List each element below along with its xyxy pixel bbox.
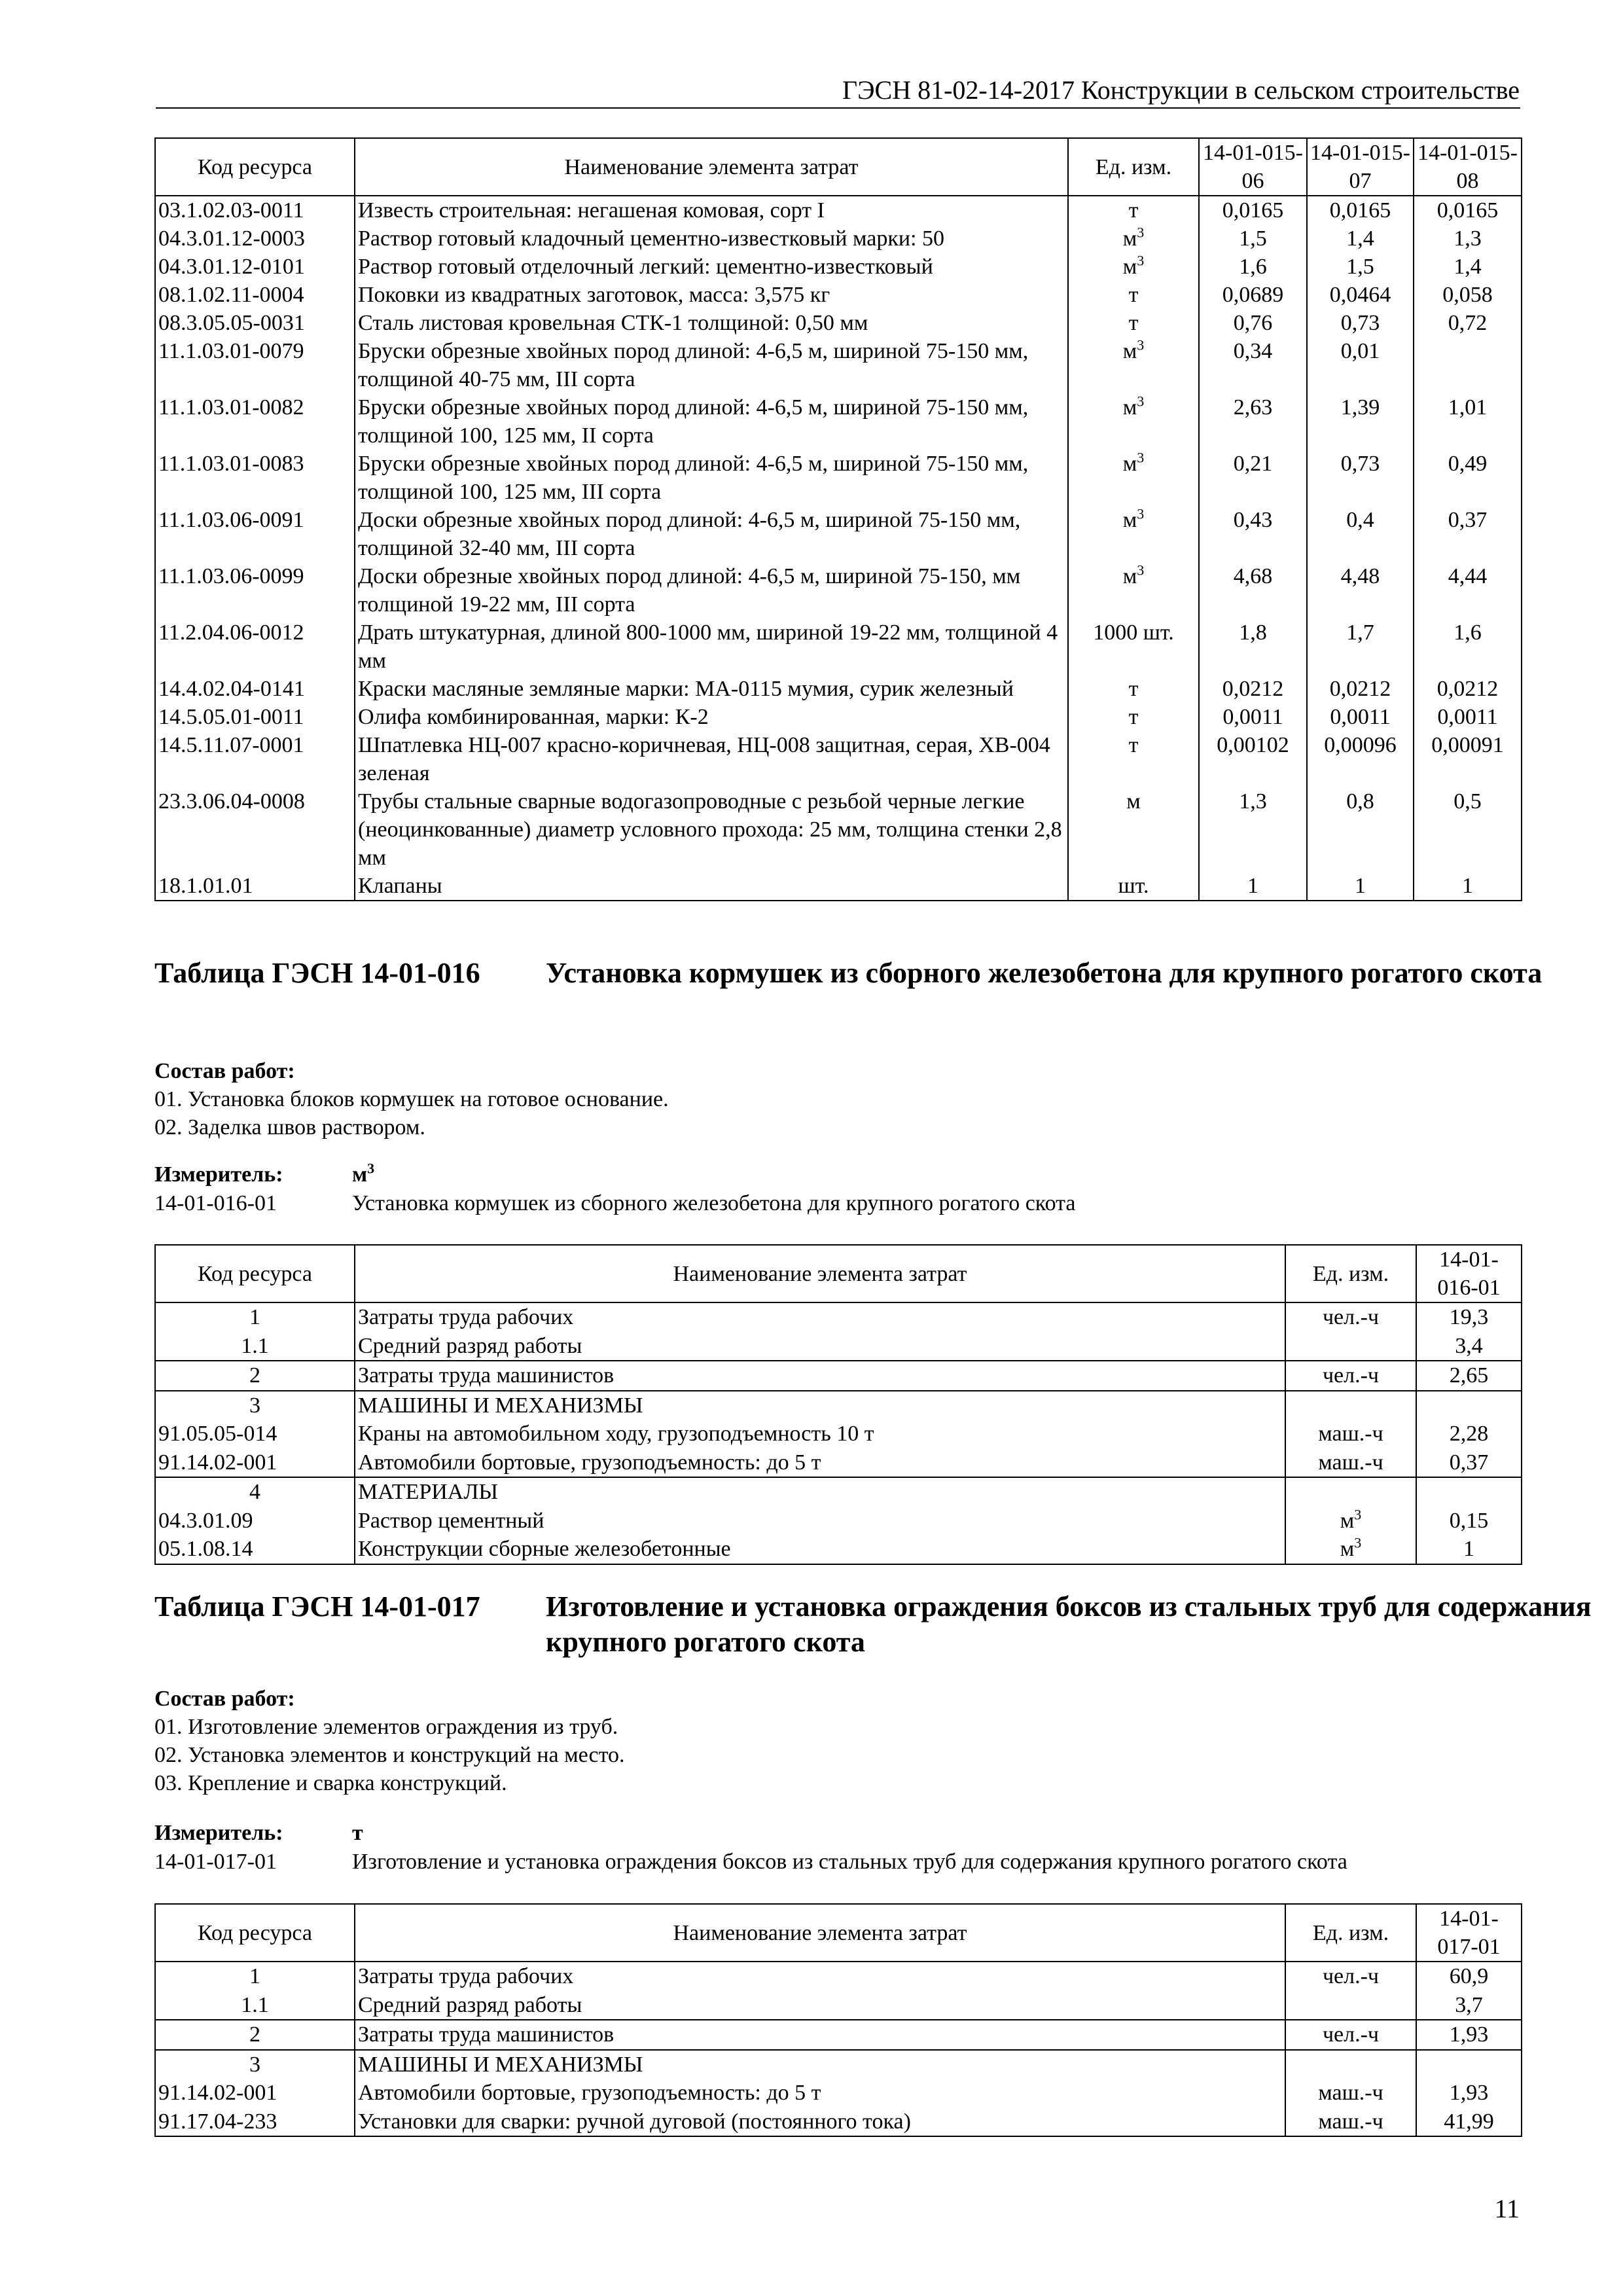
table-row xyxy=(155,787,1522,872)
cell-unit: $м^3$ xyxy=(1068,393,1199,450)
table-row xyxy=(155,1991,1522,2020)
resource-table-017 xyxy=(154,1903,1522,2137)
cell-value: 1,6 xyxy=(1199,253,1307,281)
cell-name: Шпатлевка НЦ-007 красно-коричневая, НЦ-008 защитная, серая, ХВ-004 зеленая xyxy=(355,731,1068,787)
cell-value: 1,5 xyxy=(1307,253,1414,281)
cell-unit: маш.-ч xyxy=(1285,2079,1416,2108)
page-number: 11 xyxy=(1494,2194,1520,2223)
table-body xyxy=(155,1302,1522,1564)
cell-value xyxy=(1416,2050,1522,2079)
cell-value: 41,99 xyxy=(1416,2108,1522,2137)
cell-code: 91.14.02-001 xyxy=(155,1448,355,1478)
cell-name: Автомобили бортовые, грузоподъемность: до 5 т xyxy=(355,2079,1285,2108)
cell-value: 0,0689 xyxy=(1199,281,1307,309)
item-name: Установка кормушек из сборного железобетона для крупного рогатого скота xyxy=(352,1191,1076,1215)
cell-value: 2,65 xyxy=(1416,1361,1522,1391)
col-header-name: Наименование элемента затрат xyxy=(355,1904,1285,1962)
table-title: Установка кормушек из сборного железобетона для крупного рогатого скота xyxy=(546,957,1543,989)
cell-code: 1.1 xyxy=(155,1332,355,1361)
col-header-015-07: 14-01-015-07 xyxy=(1307,138,1414,196)
cell-value: 0,73 xyxy=(1307,450,1414,506)
table-row xyxy=(155,703,1522,731)
cell-unit xyxy=(1285,1391,1416,1420)
cell-name: Затраты труда машинистов xyxy=(355,1361,1285,1391)
table-row xyxy=(155,1332,1522,1361)
cell-value: 1,93 xyxy=(1416,2079,1522,2108)
cell-unit: т xyxy=(1068,703,1199,731)
cell-name: Раствор готовый отделочный легкий: цементно-известковый xyxy=(355,253,1068,281)
cell-unit: м xyxy=(1068,787,1199,872)
table-row xyxy=(155,281,1522,309)
cell-value: 3,7 xyxy=(1416,1991,1522,2020)
table-row xyxy=(155,562,1522,619)
cell-code: 1.1 xyxy=(155,1991,355,2020)
cell-name: МАТЕРИАЛЫ xyxy=(355,1477,1285,1507)
col-header-016-01: 14-01-016-01 xyxy=(1416,1245,1522,1302)
table-row xyxy=(155,2050,1522,2079)
cell-name: Доски обрезные хвойных пород длиной: 4-6,5 м, шириной 75-150 мм, толщиной 32-40 мм, III сорта xyxy=(355,506,1068,562)
table-row xyxy=(155,1361,1522,1391)
col-header-017-01: 14-01-017-01 xyxy=(1416,1904,1522,1962)
cell-name: Трубы стальные сварные водогазопроводные с резьбой черные легкие (неоцинкованные) диаметр условного прохода: 25 мм, толщина стенки 2,8 мм xyxy=(355,787,1068,872)
cell-value: 0,49 xyxy=(1414,450,1522,506)
cell-value: 0,15 xyxy=(1416,1507,1522,1535)
cell-code: 1 xyxy=(155,1302,355,1332)
cell-value: 2,63 xyxy=(1199,393,1307,450)
cell-name: Клапаны xyxy=(355,872,1068,901)
table-header-row xyxy=(155,1904,1522,1962)
cell-value: 0,0165 xyxy=(1414,196,1522,224)
table-row xyxy=(155,1302,1522,1332)
cell-value: 0,8 xyxy=(1307,787,1414,872)
cell-value: 1,01 xyxy=(1414,393,1522,450)
cell-code: 4 xyxy=(155,1477,355,1507)
cell-name: Бруски обрезные хвойных пород длиной: 4-6,5 м, шириной 75-150 мм, толщиной 100, 125 мм, II сорта xyxy=(355,393,1068,450)
work-item: 01. Изготовление элементов ограждения из труб. xyxy=(154,1715,618,1739)
cell-name: Краски масляные земляные марки: МА-0115 мумия, сурик железный xyxy=(355,675,1068,703)
col-header-name: Наименование элемента затрат xyxy=(355,1245,1285,1302)
cell-unit: $м^3$ xyxy=(1068,224,1199,253)
cell-value: 0,37 xyxy=(1416,1448,1522,1478)
cell-value: 1 xyxy=(1414,872,1522,901)
table-row xyxy=(155,619,1522,675)
cell-value: 0,5 xyxy=(1414,787,1522,872)
cell-value: 1,93 xyxy=(1416,2020,1522,2050)
table-row xyxy=(155,675,1522,703)
cell-name: Драть штукатурная, длиной 800-1000 мм, шириной 19-22 мм, толщиной 4 мм xyxy=(355,619,1068,675)
col-header-name: Наименование элемента затрат xyxy=(355,138,1068,196)
table-row xyxy=(155,309,1522,337)
cell-value: 4,68 xyxy=(1199,562,1307,619)
cell-name: Краны на автомобильном ходу, грузоподъемность 10 т xyxy=(355,1420,1285,1448)
cell-name: МАШИНЫ И МЕХАНИЗМЫ xyxy=(355,2050,1285,2079)
cell-code: 23.3.06.04-0008 xyxy=(155,787,355,872)
cell-unit: маш.-ч xyxy=(1285,1420,1416,1448)
cell-code: 14.5.05.01-0011 xyxy=(155,703,355,731)
table-row xyxy=(155,1420,1522,1448)
cell-name: Раствор готовый кладочный цементно-известковый марки: 50 xyxy=(355,224,1068,253)
cell-value xyxy=(1414,337,1522,393)
cell-value: 0,0212 xyxy=(1307,675,1414,703)
cell-code: 11.1.03.06-0099 xyxy=(155,562,355,619)
col-header-code: Код ресурса xyxy=(155,138,355,196)
cell-value: 1 xyxy=(1199,872,1307,901)
works-016 xyxy=(154,1057,669,1141)
work-item: 02. Заделка швов раствором. xyxy=(154,1115,425,1139)
table-number: Таблица ГЭСН 14-01-016 xyxy=(154,957,480,989)
cell-unit: чел.-ч xyxy=(1285,1302,1416,1332)
cell-value: 0,21 xyxy=(1199,450,1307,506)
cell-value: 1,7 xyxy=(1307,619,1414,675)
cell-value: 1,3 xyxy=(1414,224,1522,253)
cell-value: 2,28 xyxy=(1416,1420,1522,1448)
cell-unit: $м^3$ xyxy=(1068,562,1199,619)
cell-code: 04.3.01.12-0003 xyxy=(155,224,355,253)
cell-value: 0,00091 xyxy=(1414,731,1522,787)
cell-name: Средний разряд работы xyxy=(355,1332,1285,1361)
cell-code: 04.3.01.09 xyxy=(155,1507,355,1535)
cell-value: 0,0165 xyxy=(1307,196,1414,224)
table-row xyxy=(155,506,1522,562)
col-header-unit: Ед. изм. xyxy=(1068,138,1199,196)
table-row xyxy=(155,1477,1522,1507)
cell-code: 91.17.04-233 xyxy=(155,2108,355,2137)
cell-code: 03.1.02.03-0011 xyxy=(155,196,355,224)
cell-code: 14.4.02.04-0141 xyxy=(155,675,355,703)
cell-unit: $м^3$ xyxy=(1068,337,1199,393)
cell-code: 91.14.02-001 xyxy=(155,2079,355,2108)
cell-value: 1 xyxy=(1307,872,1414,901)
col-header-unit: Ед. изм. xyxy=(1285,1245,1416,1302)
cell-value: 0,0011 xyxy=(1307,703,1414,731)
cell-value: 0,0464 xyxy=(1307,281,1414,309)
cell-code: 11.1.03.01-0082 xyxy=(155,393,355,450)
cell-value: 0,0212 xyxy=(1414,675,1522,703)
cell-unit: чел.-ч xyxy=(1285,2020,1416,2050)
cell-value: 0,0011 xyxy=(1199,703,1307,731)
table-row xyxy=(155,1535,1522,1564)
cell-name: Конструкции сборные железобетонные xyxy=(355,1535,1285,1564)
works-017 xyxy=(154,1685,625,1797)
cell-value: 0,00102 xyxy=(1199,731,1307,787)
table-row xyxy=(155,337,1522,393)
col-header-unit: Ед. изм. xyxy=(1285,1904,1416,1962)
meter-unit: $м^3$ xyxy=(352,1160,375,1187)
cell-name: Затраты труда рабочих xyxy=(355,1962,1285,1991)
cell-unit: чел.-ч xyxy=(1285,1361,1416,1391)
cell-code: 11.1.03.06-0091 xyxy=(155,506,355,562)
cell-value: 0,73 xyxy=(1307,309,1414,337)
cell-unit: маш.-ч xyxy=(1285,2108,1416,2137)
cell-value xyxy=(1416,1477,1522,1507)
cell-unit: т xyxy=(1068,731,1199,787)
item-code: 14-01-017-01 xyxy=(154,1850,277,1874)
cell-unit: $м^3$ xyxy=(1068,506,1199,562)
cell-value: 0,72 xyxy=(1414,309,1522,337)
table-row xyxy=(155,731,1522,787)
table-body xyxy=(155,196,1522,901)
col-header-015-06: 14-01-015-06 xyxy=(1199,138,1307,196)
cell-unit: $м^3$ xyxy=(1285,1507,1416,1535)
cell-unit: $м^3$ xyxy=(1068,450,1199,506)
cell-name: Установки для сварки: ручной дуговой (постоянного тока) xyxy=(355,2108,1285,2137)
cell-value: 0,0165 xyxy=(1199,196,1307,224)
cell-value: 0,058 xyxy=(1414,281,1522,309)
cell-code: 1 xyxy=(155,1962,355,1991)
cell-code: 3 xyxy=(155,1391,355,1420)
table-row xyxy=(155,1448,1522,1478)
cell-value: 3,4 xyxy=(1416,1332,1522,1361)
cell-value: 1,8 xyxy=(1199,619,1307,675)
cell-value: 0,34 xyxy=(1199,337,1307,393)
cell-unit xyxy=(1285,1332,1416,1361)
cell-code: 05.1.08.14 xyxy=(155,1535,355,1564)
col-header-015-08: 14-01-015-08 xyxy=(1414,138,1522,196)
cell-name: Поковки из квадратных заготовок, масса: 3,575 кг xyxy=(355,281,1068,309)
cell-name: Затраты труда машинистов xyxy=(355,2020,1285,2050)
cell-value: 1,3 xyxy=(1199,787,1307,872)
cell-unit: шт. xyxy=(1068,872,1199,901)
works-label: Состав работ: xyxy=(154,1687,295,1711)
meter-label: Измеритель: xyxy=(154,1162,283,1187)
cell-value: 19,3 xyxy=(1416,1302,1522,1332)
meter-label: Измеритель: xyxy=(154,1821,283,1845)
cell-value: 4,48 xyxy=(1307,562,1414,619)
table-number: Таблица ГЭСН 14-01-017 xyxy=(154,1590,480,1623)
table-header-row xyxy=(155,1245,1522,1302)
cell-name: Сталь листовая кровельная СТК-1 толщиной: 0,50 мм xyxy=(355,309,1068,337)
cell-unit: $м^3$ xyxy=(1068,253,1199,281)
cell-value: 1 xyxy=(1416,1535,1522,1564)
table-row xyxy=(155,393,1522,450)
cell-value: 1,4 xyxy=(1414,253,1522,281)
cell-code: 14.5.11.07-0001 xyxy=(155,731,355,787)
cell-unit: т xyxy=(1068,675,1199,703)
table-row xyxy=(155,1391,1522,1420)
cell-code: 3 xyxy=(155,2050,355,2079)
table-row xyxy=(155,253,1522,281)
cell-value: 0,0212 xyxy=(1199,675,1307,703)
cell-value: 4,44 xyxy=(1414,562,1522,619)
cell-code: 11.2.04.06-0012 xyxy=(155,619,355,675)
table-row xyxy=(155,1962,1522,1991)
work-item: 02. Установка элементов и конструкций на место. xyxy=(154,1743,625,1767)
work-item: 03. Крепление и сварка конструкций. xyxy=(154,1771,507,1795)
cell-value: 1,39 xyxy=(1307,393,1414,450)
works-label: Состав работ: xyxy=(154,1059,295,1083)
table-row xyxy=(155,872,1522,901)
col-header-code: Код ресурса xyxy=(155,1904,355,1962)
cell-value: 0,00096 xyxy=(1307,731,1414,787)
cell-code: 18.1.01.01 xyxy=(155,872,355,901)
cell-unit xyxy=(1285,2050,1416,2079)
resource-table-015 xyxy=(154,137,1522,901)
cell-value: 1,4 xyxy=(1307,224,1414,253)
cell-value: 0,4 xyxy=(1307,506,1414,562)
table-row xyxy=(155,2108,1522,2137)
cell-value: 1,6 xyxy=(1414,619,1522,675)
cell-value: 1,5 xyxy=(1199,224,1307,253)
cell-value: 0,76 xyxy=(1199,309,1307,337)
cell-value xyxy=(1416,1391,1522,1420)
table-row xyxy=(155,2020,1522,2050)
running-header: ГЭСН 81-02-14-2017 Конструкции в сельском строительстве xyxy=(842,75,1520,105)
cell-name: Доски обрезные хвойных пород длиной: 4-6,5 м, шириной 75-150, мм толщиной 19-22 мм, III сорта xyxy=(355,562,1068,619)
cell-code: 04.3.01.12-0101 xyxy=(155,253,355,281)
table-row xyxy=(155,1507,1522,1535)
header-rule xyxy=(156,107,1520,109)
cell-name: МАШИНЫ И МЕХАНИЗМЫ xyxy=(355,1391,1285,1420)
cell-name: Затраты труда рабочих xyxy=(355,1302,1285,1332)
cell-name: Известь строительная: негашеная комовая, сорт I xyxy=(355,196,1068,224)
table-row xyxy=(155,2079,1522,2108)
cell-name: Олифа комбинированная, марки: К-2 xyxy=(355,703,1068,731)
cell-name: Бруски обрезные хвойных пород длиной: 4-6,5 м, шириной 75-150 мм, толщиной 40-75 мм, III сорта xyxy=(355,337,1068,393)
cell-unit xyxy=(1285,1991,1416,2020)
cell-name: Автомобили бортовые, грузоподъемность: до 5 т xyxy=(355,1448,1285,1478)
cell-value: 0,0011 xyxy=(1414,703,1522,731)
cell-unit xyxy=(1285,1477,1416,1507)
table-row xyxy=(155,450,1522,506)
cell-value: 0,01 xyxy=(1307,337,1414,393)
table-row xyxy=(155,196,1522,224)
meter-unit: т xyxy=(352,1821,363,1845)
cell-code: 11.1.03.01-0079 xyxy=(155,337,355,393)
table-title: Изготовление и установка ограждения боксов из стальных труб для содержания крупного рогатого скота xyxy=(546,1590,1592,1658)
table-header-row xyxy=(155,138,1522,196)
cell-unit: чел.-ч xyxy=(1285,1962,1416,1991)
cell-name: Средний разряд работы xyxy=(355,1991,1285,2020)
cell-code: 08.3.05.05-0031 xyxy=(155,309,355,337)
cell-code: 2 xyxy=(155,1361,355,1391)
col-header-code: Код ресурса xyxy=(155,1245,355,1302)
table-body xyxy=(155,1962,1522,2136)
cell-code: 91.05.05-014 xyxy=(155,1420,355,1448)
cell-unit: т xyxy=(1068,309,1199,337)
cell-unit: т xyxy=(1068,281,1199,309)
cell-value: 0,37 xyxy=(1414,506,1522,562)
table-row xyxy=(155,224,1522,253)
cell-name: Бруски обрезные хвойных пород длиной: 4-6,5 м, шириной 75-150 мм, толщиной 100, 125 мм, III сорта xyxy=(355,450,1068,506)
cell-value: 0,43 xyxy=(1199,506,1307,562)
cell-unit: т xyxy=(1068,196,1199,224)
cell-unit: $м^3$ xyxy=(1285,1535,1416,1564)
cell-code: 08.1.02.11-0004 xyxy=(155,281,355,309)
item-name: Изготовление и установка ограждения боксов из стальных труб для содержания крупного рогатого скота xyxy=(352,1850,1347,1874)
cell-value: 60,9 xyxy=(1416,1962,1522,1991)
cell-name: Раствор цементный xyxy=(355,1507,1285,1535)
resource-table-016 xyxy=(154,1244,1522,1565)
cell-code: 2 xyxy=(155,2020,355,2050)
work-item: 01. Установка блоков кормушек на готовое основание. xyxy=(154,1087,669,1111)
item-code: 14-01-016-01 xyxy=(154,1191,277,1215)
cell-unit: 1000 шт. xyxy=(1068,619,1199,675)
cell-unit: маш.-ч xyxy=(1285,1448,1416,1478)
cell-code: 11.1.03.01-0083 xyxy=(155,450,355,506)
